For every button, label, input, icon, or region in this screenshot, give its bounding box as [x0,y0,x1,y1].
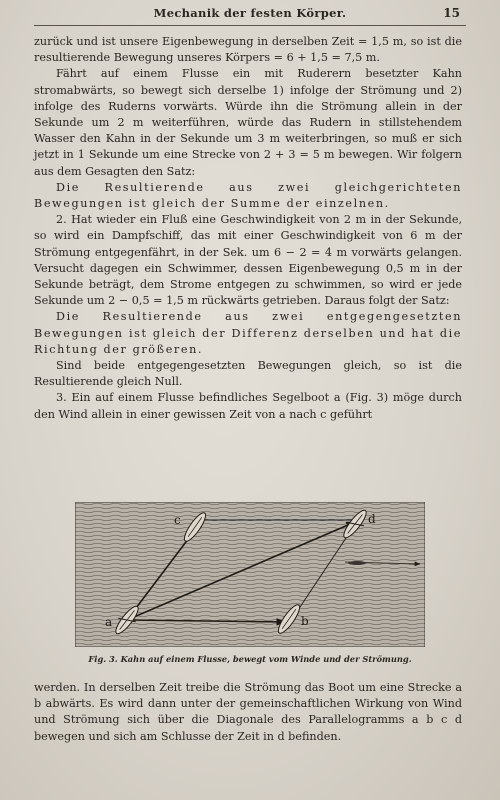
label-c: c [174,513,181,527]
body-text-continued [34,680,462,745]
paragraph: werden. In derselben Zeit treibe die Strömung das Boot um eine Strecke a b abwärts. Es wird dann unter der gemeinschaftlichen Wirkung von Wind und Strömung sich über die Diagonale des Parallelogramms a b c d bewegen und sich am Schlusse der Zeit in d befinden. [34,681,462,743]
page-number: 15 [443,6,460,20]
label-d: d [368,512,376,526]
page-header [0,6,500,24]
header-rule [34,25,466,26]
paragraph: 2. Hat wieder ein Fluß eine Geschwindigkeit von 2 m in der Sekunde, so wird ein Dampfschiff, das mit einer Geschwindigkeit von 6 m der Strömung entgegenfährt, in der Sek. um 6 − 2 = 4 m vorwärts gelangen. Versucht dagegen ein Schwimmer, dessen Eigenbewegung 0,5 m in der Sekunde beträgt, dem Strome entgegen zu schwimmen, so wird er jede Sekunde um 2 − 0,5 = 1,5 m rückwärts getrieben. Daraus folgt der Satz: [34,213,462,308]
figure-caption: Fig. 3. Kahn auf einem Flusse, bewegt vom Winde und der Strömung. [88,654,412,664]
body-text [34,34,462,423]
paragraph: Sind beide entgegengesetzten Bewegungen gleich, so ist die Resultierende gleich Null. [34,359,462,389]
label-a: a [105,615,113,629]
theorem-difference: Die Resultierende aus zwei entgegengesetzten Bewegungen ist gleich der Differenz derselben und hat die Richtung der größeren. [34,310,462,356]
paragraph: 3. Ein auf einem Flusse befindliches Segelboot a (Fig. 3) möge durch den Wind allein in einer gewissen Zeit von a nach c geführt [34,391,462,421]
figure-river-boats [75,502,425,647]
label-b: b [301,614,309,628]
running-title: Mechanik der festen Körper. [153,6,347,20]
theorem-sum: Die Resultierende aus zwei gleichgerichteten Bewegungen ist gleich der Summe der einzelnen. [34,180,462,211]
paragraph: zurück und ist unsere Eigenbewegung in derselben Zeit = 1,5 m, so ist die resultierende Bewegung unseres Körpers = 6 + 1,5 = 7,5 m. [34,35,462,65]
paragraph: Fährt auf einem Flusse ein mit Ruderern besetzter Kahn stromabwärts, so bewegt sich derselbe 1) infolge der Strömung und 2) infolge des Ruderns vorwärts. Würde ihn die Strömung allein in der Sekunde um 2 m weiterführen, würde das Rudern in stillstehendem Wasser den Kahn in der Sekunde um 3 m weiterbringen, so muß er sich jetzt in 1 Sekunde um eine Strecke von 2 + 3 = 5 m bewegen. Wir folgern aus dem Gesagten den Satz: [34,67,462,178]
